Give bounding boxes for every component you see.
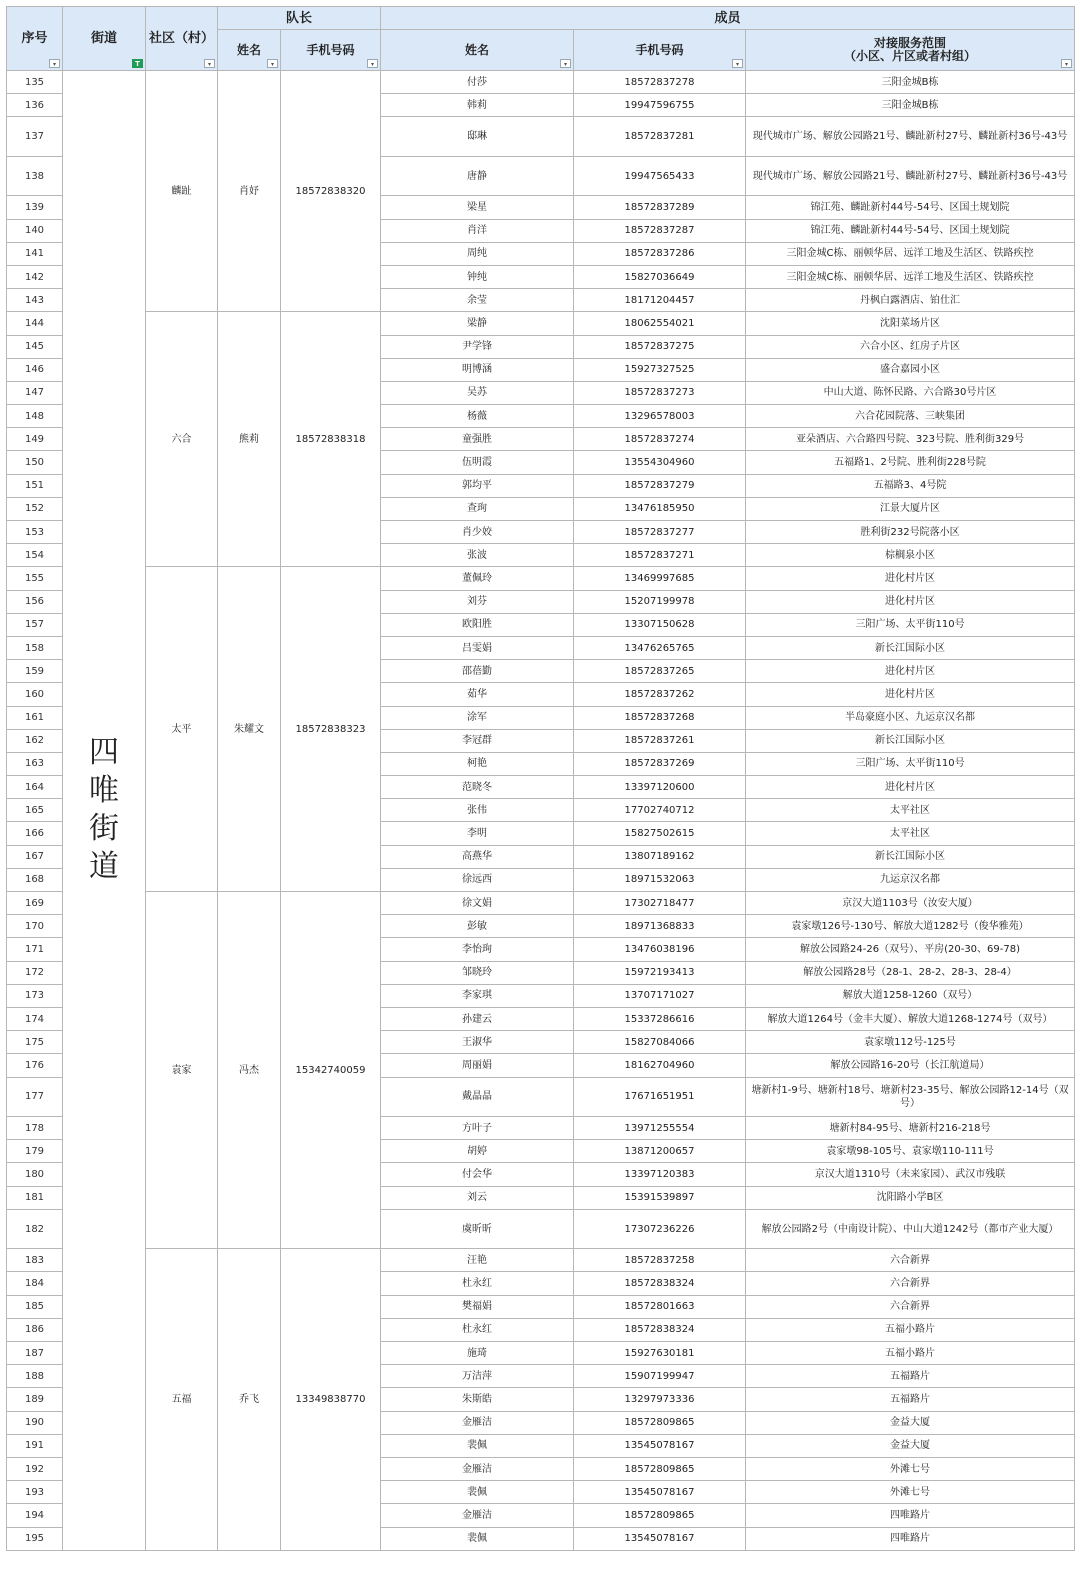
member-scope-cell[interactable]: 袁家墩112号-125号: [746, 1031, 1075, 1054]
member-name-cell[interactable]: 孙建云: [381, 1007, 574, 1030]
member-phone-cell[interactable]: 17302718477: [574, 892, 746, 915]
member-name-cell[interactable]: 虞昕昕: [381, 1209, 574, 1249]
leader-phone-cell[interactable]: 18572838323: [281, 567, 381, 892]
member-phone-cell[interactable]: 13476185950: [574, 497, 746, 520]
seq-cell[interactable]: 189: [7, 1388, 63, 1411]
member-name-cell[interactable]: 郭均平: [381, 474, 574, 497]
member-name-cell[interactable]: 邹晓玲: [381, 961, 574, 984]
member-name-cell[interactable]: 徐文娟: [381, 892, 574, 915]
seq-cell[interactable]: 163: [7, 752, 63, 775]
member-scope-cell[interactable]: 塘新村1-9号、塘新村18号、塘新村23-35号、解放公园路12-14号（双号）: [746, 1077, 1075, 1117]
member-name-cell[interactable]: 王淑华: [381, 1031, 574, 1054]
seq-cell[interactable]: 161: [7, 706, 63, 729]
seq-cell[interactable]: 166: [7, 822, 63, 845]
seq-cell[interactable]: 175: [7, 1031, 63, 1054]
member-scope-cell[interactable]: 进化村片区: [746, 683, 1075, 706]
member-name-cell[interactable]: 方叶子: [381, 1117, 574, 1140]
seq-cell[interactable]: 150: [7, 451, 63, 474]
member-scope-cell[interactable]: 五福小路片: [746, 1342, 1075, 1365]
member-scope-cell[interactable]: 三阳广场、太平街110号: [746, 752, 1075, 775]
member-phone-cell[interactable]: 13476038196: [574, 938, 746, 961]
filter-dropdown-icon[interactable]: ▾: [732, 59, 743, 68]
seq-cell[interactable]: 186: [7, 1318, 63, 1341]
member-scope-cell[interactable]: 进化村片区: [746, 567, 1075, 590]
col-header-member-scope-line2: （小区、片区或者村组）: [844, 49, 977, 63]
member-phone-cell[interactable]: 13545078167: [574, 1481, 746, 1504]
member-name-cell[interactable]: 彭敏: [381, 915, 574, 938]
member-scope-cell[interactable]: 五福路片: [746, 1388, 1075, 1411]
member-phone-cell[interactable]: 18572837279: [574, 474, 746, 497]
seq-cell[interactable]: 165: [7, 799, 63, 822]
member-scope-cell[interactable]: 三阳金城C栋、丽顿华居、远洋工地及生活区、铁路疾控: [746, 265, 1075, 288]
member-scope-cell[interactable]: 五福路片: [746, 1365, 1075, 1388]
member-scope-cell[interactable]: 棕榈泉小区: [746, 544, 1075, 567]
seq-cell[interactable]: 176: [7, 1054, 63, 1077]
col-header-community-label: 社区（村）: [148, 31, 214, 46]
member-phone-cell[interactable]: 13545078167: [574, 1527, 746, 1550]
member-phone-cell[interactable]: 15927327525: [574, 358, 746, 381]
seq-cell[interactable]: 195: [7, 1527, 63, 1550]
member-name-cell[interactable]: 伍明霞: [381, 451, 574, 474]
member-phone-cell[interactable]: 18971532063: [574, 868, 746, 891]
member-name-cell[interactable]: 万洁萍: [381, 1365, 574, 1388]
col-header-leader-phone[interactable]: [281, 30, 381, 71]
member-name-cell[interactable]: 李怡珣: [381, 938, 574, 961]
member-name-cell[interactable]: 周丽娟: [381, 1054, 574, 1077]
col-header-street-label: 街道: [90, 31, 117, 46]
member-phone-cell[interactable]: 13307150628: [574, 613, 746, 636]
filter-dropdown-icon[interactable]: ▾: [367, 59, 378, 68]
member-scope-cell[interactable]: 四唯路片: [746, 1504, 1075, 1527]
seq-cell[interactable]: 156: [7, 590, 63, 613]
member-phone-cell[interactable]: 18572837261: [574, 729, 746, 752]
member-scope-cell[interactable]: 进化村片区: [746, 590, 1075, 613]
member-phone-cell[interactable]: 13871200657: [574, 1140, 746, 1163]
col-header-member-scope-line1: 对接服务范围: [874, 36, 947, 50]
member-phone-cell[interactable]: 13545078167: [574, 1434, 746, 1457]
street-cell[interactable]: [63, 71, 146, 1551]
member-scope-cell[interactable]: 袁家墩126号-130号、解放大道1282号（俊华雅苑）: [746, 915, 1075, 938]
seq-cell[interactable]: 192: [7, 1457, 63, 1480]
member-name-cell[interactable]: 裴佩: [381, 1481, 574, 1504]
seq-cell[interactable]: 146: [7, 358, 63, 381]
col-header-member-name[interactable]: [381, 30, 574, 71]
member-scope-cell[interactable]: 五福路3、4号院: [746, 474, 1075, 497]
seq-cell[interactable]: 157: [7, 613, 63, 636]
seq-cell[interactable]: 139: [7, 196, 63, 219]
member-scope-cell[interactable]: 进化村片区: [746, 660, 1075, 683]
personnel-table: [6, 6, 1075, 1551]
seq-cell[interactable]: 164: [7, 776, 63, 799]
seq-cell[interactable]: 170: [7, 915, 63, 938]
member-scope-cell[interactable]: 京汉大道1103号（汝安大厦）: [746, 892, 1075, 915]
member-name-cell[interactable]: 吕雯娟: [381, 636, 574, 659]
member-name-cell[interactable]: 胡婷: [381, 1140, 574, 1163]
member-name-cell[interactable]: 童强胜: [381, 428, 574, 451]
filter-dropdown-icon[interactable]: ▾: [267, 59, 278, 68]
seq-cell[interactable]: 167: [7, 845, 63, 868]
member-phone-cell[interactable]: 18572837275: [574, 335, 746, 358]
member-phone-cell[interactable]: 18572837289: [574, 196, 746, 219]
member-name-cell[interactable]: 茹华: [381, 683, 574, 706]
member-phone-cell[interactable]: 18062554021: [574, 312, 746, 335]
member-phone-cell[interactable]: 19947565433: [574, 156, 746, 196]
member-name-cell[interactable]: 吴苏: [381, 381, 574, 404]
member-phone-cell[interactable]: 18572809865: [574, 1457, 746, 1480]
member-scope-cell[interactable]: 新长江国际小区: [746, 729, 1075, 752]
seq-cell[interactable]: 153: [7, 521, 63, 544]
member-scope-cell[interactable]: 江景大厦片区: [746, 497, 1075, 520]
col-header-member-name-label: 姓名: [465, 42, 490, 57]
active-filter-icon[interactable]: T: [132, 59, 143, 68]
member-phone-cell[interactable]: 18572837287: [574, 219, 746, 242]
seq-cell[interactable]: 185: [7, 1295, 63, 1318]
member-phone-cell[interactable]: 18162704960: [574, 1054, 746, 1077]
member-scope-cell[interactable]: 锦江苑、麟趾新村44号-54号、区国土规划院: [746, 219, 1075, 242]
member-scope-cell[interactable]: 沈阳菜场片区: [746, 312, 1075, 335]
seq-cell[interactable]: 180: [7, 1163, 63, 1186]
community-cell[interactable]: 五福: [146, 1249, 218, 1550]
seq-cell[interactable]: 172: [7, 961, 63, 984]
member-scope-cell[interactable]: 沈阳路小学B区: [746, 1186, 1075, 1209]
member-name-cell[interactable]: 张伟: [381, 799, 574, 822]
seq-cell[interactable]: 177: [7, 1077, 63, 1117]
leader-name-cell[interactable]: 朱耀文: [218, 567, 281, 892]
member-scope-cell[interactable]: 六合小区、红房子片区: [746, 335, 1075, 358]
member-scope-cell[interactable]: 新长江国际小区: [746, 845, 1075, 868]
seq-cell[interactable]: 190: [7, 1411, 63, 1434]
member-name-cell[interactable]: 余莹: [381, 289, 574, 312]
member-name-cell[interactable]: 刘芬: [381, 590, 574, 613]
member-scope-cell[interactable]: 现代城市广场、解放公园路21号、麟趾新村27号、麟趾新村36号-43号: [746, 156, 1075, 196]
member-name-cell[interactable]: 杜永红: [381, 1272, 574, 1295]
table-body: [7, 71, 1075, 1551]
filter-dropdown-icon[interactable]: ▾: [1061, 59, 1072, 68]
member-name-cell[interactable]: 明博涵: [381, 358, 574, 381]
group-header-member: 成员: [381, 7, 1075, 30]
member-phone-cell[interactable]: 18572838324: [574, 1272, 746, 1295]
filter-dropdown-icon[interactable]: ▾: [204, 59, 215, 68]
table-row: [7, 1249, 1075, 1272]
seq-cell[interactable]: 154: [7, 544, 63, 567]
member-scope-cell[interactable]: 五福小路片: [746, 1318, 1075, 1341]
member-scope-cell[interactable]: 新长江国际小区: [746, 636, 1075, 659]
member-phone-cell[interactable]: 15827084066: [574, 1031, 746, 1054]
member-scope-cell[interactable]: 胜利街232号院落小区: [746, 521, 1075, 544]
leader-phone-cell[interactable]: 15342740059: [281, 892, 381, 1249]
member-name-cell[interactable]: 梁星: [381, 196, 574, 219]
community-cell[interactable]: 麟趾: [146, 71, 218, 312]
col-header-seq[interactable]: [7, 7, 63, 71]
member-phone-cell[interactable]: 17307236226: [574, 1209, 746, 1249]
filter-dropdown-icon[interactable]: ▾: [560, 59, 571, 68]
table-row: [7, 567, 1075, 590]
member-name-cell[interactable]: 查珣: [381, 497, 574, 520]
member-scope-cell[interactable]: 四唯路片: [746, 1527, 1075, 1550]
member-phone-cell[interactable]: 13297973336: [574, 1388, 746, 1411]
member-phone-cell[interactable]: 18572837273: [574, 381, 746, 404]
member-phone-cell[interactable]: 13971255554: [574, 1117, 746, 1140]
member-name-cell[interactable]: 刘云: [381, 1186, 574, 1209]
member-name-cell[interactable]: 徐远西: [381, 868, 574, 891]
seq-cell[interactable]: 162: [7, 729, 63, 752]
seq-cell[interactable]: 169: [7, 892, 63, 915]
member-name-cell[interactable]: 杨薇: [381, 405, 574, 428]
seq-cell[interactable]: 158: [7, 636, 63, 659]
community-cell[interactable]: 袁家: [146, 892, 218, 1249]
seq-cell[interactable]: 151: [7, 474, 63, 497]
member-phone-cell[interactable]: 13296578003: [574, 405, 746, 428]
member-phone-cell[interactable]: 15207199978: [574, 590, 746, 613]
seq-cell[interactable]: 142: [7, 265, 63, 288]
filter-dropdown-icon[interactable]: ▾: [49, 59, 60, 68]
col-header-leader-name[interactable]: [218, 30, 281, 71]
leader-phone-cell[interactable]: 18572838318: [281, 312, 381, 567]
member-scope-cell[interactable]: 解放公园路2号（中南设计院）、中山大道1242号（都市产业大厦）: [746, 1209, 1075, 1249]
member-phone-cell[interactable]: 18572837269: [574, 752, 746, 775]
member-scope-cell[interactable]: 进化村片区: [746, 776, 1075, 799]
member-phone-cell[interactable]: 18572837286: [574, 242, 746, 265]
member-name-cell[interactable]: 范晓冬: [381, 776, 574, 799]
member-phone-cell[interactable]: 13707171027: [574, 984, 746, 1007]
member-scope-cell[interactable]: 塘新村84-95号、塘新村216-218号: [746, 1117, 1075, 1140]
member-scope-cell[interactable]: 现代城市广场、解放公园路21号、麟趾新村27号、麟趾新村36号-43号: [746, 117, 1075, 157]
member-name-cell[interactable]: 金雁洁: [381, 1411, 574, 1434]
member-phone-cell[interactable]: 18572801663: [574, 1295, 746, 1318]
group-header-leader: 队长: [218, 7, 381, 30]
col-header-leader-phone-label: 手机号码: [306, 42, 355, 57]
member-name-cell[interactable]: 李冠群: [381, 729, 574, 752]
member-phone-cell[interactable]: 19947596755: [574, 94, 746, 117]
seq-cell[interactable]: 138: [7, 156, 63, 196]
member-phone-cell[interactable]: 15907199947: [574, 1365, 746, 1388]
seq-cell[interactable]: 174: [7, 1007, 63, 1030]
member-scope-cell[interactable]: 六合新界: [746, 1272, 1075, 1295]
member-phone-cell[interactable]: 17671651951: [574, 1077, 746, 1117]
member-scope-cell[interactable]: 金益大厦: [746, 1411, 1075, 1434]
col-header-street[interactable]: [63, 7, 146, 71]
member-name-cell[interactable]: 裴佩: [381, 1434, 574, 1457]
member-phone-cell[interactable]: 18572809865: [574, 1504, 746, 1527]
member-phone-cell[interactable]: 13397120600: [574, 776, 746, 799]
member-phone-cell[interactable]: 15391539897: [574, 1186, 746, 1209]
member-scope-cell[interactable]: 解放公园路16-20号（长江航道局）: [746, 1054, 1075, 1077]
seq-cell[interactable]: 136: [7, 94, 63, 117]
member-name-cell[interactable]: 肖少姣: [381, 521, 574, 544]
seq-cell[interactable]: 193: [7, 1481, 63, 1504]
member-scope-cell[interactable]: 亚朵酒店、六合路四号院、323号院、胜利街329号: [746, 428, 1075, 451]
seq-cell[interactable]: 137: [7, 117, 63, 157]
member-scope-cell[interactable]: 解放大道1258-1260（双号）: [746, 984, 1075, 1007]
member-scope-cell[interactable]: 九运京汉名都: [746, 868, 1075, 891]
seq-cell[interactable]: 144: [7, 312, 63, 335]
member-phone-cell[interactable]: 18572837262: [574, 683, 746, 706]
seq-cell[interactable]: 155: [7, 567, 63, 590]
member-phone-cell[interactable]: 15827502615: [574, 822, 746, 845]
leader-phone-cell[interactable]: 18572838320: [281, 71, 381, 312]
member-phone-cell[interactable]: 18572837277: [574, 521, 746, 544]
col-header-leader-name-label: 姓名: [236, 42, 261, 57]
seq-cell[interactable]: 159: [7, 660, 63, 683]
col-header-seq-label: 序号: [21, 31, 48, 46]
seq-cell[interactable]: 168: [7, 868, 63, 891]
member-name-cell[interactable]: 裴佩: [381, 1527, 574, 1550]
member-name-cell[interactable]: 高燕华: [381, 845, 574, 868]
street-name-char: 四: [89, 735, 119, 771]
member-phone-cell[interactable]: 18572837265: [574, 660, 746, 683]
member-name-cell[interactable]: 杜永红: [381, 1318, 574, 1341]
member-phone-cell[interactable]: 18572837271: [574, 544, 746, 567]
member-scope-cell[interactable]: 三阳金城B栋: [746, 94, 1075, 117]
member-phone-cell[interactable]: 18971368833: [574, 915, 746, 938]
seq-cell[interactable]: 152: [7, 497, 63, 520]
member-phone-cell[interactable]: 18572837278: [574, 71, 746, 94]
member-phone-cell[interactable]: 18572837274: [574, 428, 746, 451]
member-scope-cell[interactable]: 太平社区: [746, 799, 1075, 822]
member-name-cell[interactable]: 董佩玲: [381, 567, 574, 590]
member-phone-cell[interactable]: 15927630181: [574, 1342, 746, 1365]
member-name-cell[interactable]: 肖洋: [381, 219, 574, 242]
member-scope-cell[interactable]: 解放大道1264号（金丰大厦）、解放大道1268-1274号（双号）: [746, 1007, 1075, 1030]
community-cell[interactable]: 六合: [146, 312, 218, 567]
member-name-cell[interactable]: 付会华: [381, 1163, 574, 1186]
seq-cell[interactable]: 135: [7, 71, 63, 94]
member-name-cell[interactable]: 金雁洁: [381, 1457, 574, 1480]
col-header-community[interactable]: [146, 7, 218, 71]
seq-cell[interactable]: 179: [7, 1140, 63, 1163]
member-name-cell[interactable]: 梁静: [381, 312, 574, 335]
member-scope-cell[interactable]: 外滩七号: [746, 1457, 1075, 1480]
member-phone-cell[interactable]: 15337286616: [574, 1007, 746, 1030]
street-name-char: 街: [89, 811, 119, 847]
seq-cell[interactable]: 160: [7, 683, 63, 706]
leader-name-cell[interactable]: 熊莉: [218, 312, 281, 567]
member-name-cell[interactable]: 欧阳胜: [381, 613, 574, 636]
member-phone-cell[interactable]: 13469997685: [574, 567, 746, 590]
member-phone-cell[interactable]: 18572837268: [574, 706, 746, 729]
member-phone-cell[interactable]: 13397120383: [574, 1163, 746, 1186]
member-scope-cell[interactable]: 中山大道、陈怀民路、六合路30号片区: [746, 381, 1075, 404]
member-scope-cell[interactable]: 外滩七号: [746, 1481, 1075, 1504]
member-name-cell[interactable]: 柯艳: [381, 752, 574, 775]
member-phone-cell[interactable]: 18171204457: [574, 289, 746, 312]
member-scope-cell[interactable]: 太平社区: [746, 822, 1075, 845]
member-name-cell[interactable]: 邸琳: [381, 117, 574, 157]
member-scope-cell[interactable]: 六合花园院落、三峡集团: [746, 405, 1075, 428]
member-phone-cell[interactable]: 13554304960: [574, 451, 746, 474]
seq-cell[interactable]: 188: [7, 1365, 63, 1388]
member-scope-cell[interactable]: 三阳金城C栋、丽顿华居、远洋工地及生活区、铁路疾控: [746, 242, 1075, 265]
member-scope-cell[interactable]: 三阳广场、太平街110号: [746, 613, 1075, 636]
member-scope-cell[interactable]: 六合新界: [746, 1249, 1075, 1272]
member-phone-cell[interactable]: 15827036649: [574, 265, 746, 288]
member-name-cell[interactable]: 汪艳: [381, 1249, 574, 1272]
table-row: [7, 312, 1075, 335]
seq-cell[interactable]: 149: [7, 428, 63, 451]
seq-cell[interactable]: 173: [7, 984, 63, 1007]
member-scope-cell[interactable]: 盛合嘉园小区: [746, 358, 1075, 381]
member-name-cell[interactable]: 唐静: [381, 156, 574, 196]
member-scope-cell[interactable]: 三阳金城B栋: [746, 71, 1075, 94]
member-name-cell[interactable]: 邵蓓勤: [381, 660, 574, 683]
seq-cell[interactable]: 140: [7, 219, 63, 242]
member-phone-cell[interactable]: 18572838324: [574, 1318, 746, 1341]
seq-cell[interactable]: 145: [7, 335, 63, 358]
member-scope-cell[interactable]: 金益大厦: [746, 1434, 1075, 1457]
member-scope-cell[interactable]: 解放公园路24-26（双号）、平房(20-30、69-78): [746, 938, 1075, 961]
leader-name-cell[interactable]: 肖妤: [218, 71, 281, 312]
seq-cell[interactable]: 178: [7, 1117, 63, 1140]
leader-name-cell[interactable]: 乔飞: [218, 1249, 281, 1550]
member-phone-cell[interactable]: 18572809865: [574, 1411, 746, 1434]
member-scope-cell[interactable]: 六合新界: [746, 1295, 1075, 1318]
seq-cell[interactable]: 191: [7, 1434, 63, 1457]
member-scope-cell[interactable]: 京汉大道1310号（未来家园）、武汉市残联: [746, 1163, 1075, 1186]
col-header-member-phone[interactable]: [574, 30, 746, 71]
member-name-cell[interactable]: 李明: [381, 822, 574, 845]
seq-cell[interactable]: 184: [7, 1272, 63, 1295]
seq-cell[interactable]: 194: [7, 1504, 63, 1527]
street-name-char: 唯: [89, 773, 119, 809]
seq-cell[interactable]: 148: [7, 405, 63, 428]
col-header-member-phone-label: 手机号码: [635, 42, 684, 57]
member-name-cell[interactable]: 金雁洁: [381, 1504, 574, 1527]
member-scope-cell[interactable]: 五福路1、2号院、胜利街228号院: [746, 451, 1075, 474]
leader-name-cell[interactable]: 冯杰: [218, 892, 281, 1249]
member-phone-cell[interactable]: 15972193413: [574, 961, 746, 984]
member-phone-cell[interactable]: 17702740712: [574, 799, 746, 822]
table-row: [7, 71, 1075, 94]
member-name-cell[interactable]: 尹学锋: [381, 335, 574, 358]
seq-cell[interactable]: 143: [7, 289, 63, 312]
member-phone-cell[interactable]: 18572837281: [574, 117, 746, 157]
member-name-cell[interactable]: 付莎: [381, 71, 574, 94]
member-scope-cell[interactable]: 解放公园路28号（28-1、28-2、28-3、28-4）: [746, 961, 1075, 984]
table-row: [7, 892, 1075, 915]
member-phone-cell[interactable]: 13807189162: [574, 845, 746, 868]
member-name-cell[interactable]: 涂军: [381, 706, 574, 729]
member-name-cell[interactable]: 樊福娟: [381, 1295, 574, 1318]
seq-cell[interactable]: 171: [7, 938, 63, 961]
street-name-char: 道: [89, 849, 119, 885]
member-name-cell[interactable]: 施琦: [381, 1342, 574, 1365]
col-header-member-scope[interactable]: [746, 30, 1075, 71]
leader-phone-cell[interactable]: 13349838770: [281, 1249, 381, 1550]
seq-cell[interactable]: 141: [7, 242, 63, 265]
member-name-cell[interactable]: 张波: [381, 544, 574, 567]
member-name-cell[interactable]: 周纯: [381, 242, 574, 265]
member-scope-cell[interactable]: 袁家墩98-105号、袁家墩110-111号: [746, 1140, 1075, 1163]
seq-cell[interactable]: 183: [7, 1249, 63, 1272]
member-phone-cell[interactable]: 13476265765: [574, 636, 746, 659]
member-scope-cell[interactable]: 锦江苑、麟趾新村44号-54号、区国土规划院: [746, 196, 1075, 219]
seq-cell[interactable]: 182: [7, 1209, 63, 1249]
seq-cell[interactable]: 147: [7, 381, 63, 404]
header-row-1: [7, 7, 1075, 30]
member-name-cell[interactable]: 韩莉: [381, 94, 574, 117]
member-phone-cell[interactable]: 18572837258: [574, 1249, 746, 1272]
seq-cell[interactable]: 187: [7, 1342, 63, 1365]
member-scope-cell[interactable]: 丹枫白露酒店、铂仕汇: [746, 289, 1075, 312]
member-name-cell[interactable]: 朱斯皓: [381, 1388, 574, 1411]
member-name-cell[interactable]: 钟纯: [381, 265, 574, 288]
member-name-cell[interactable]: 戴晶晶: [381, 1077, 574, 1117]
member-name-cell[interactable]: 李家琪: [381, 984, 574, 1007]
community-cell[interactable]: 太平: [146, 567, 218, 892]
seq-cell[interactable]: 181: [7, 1186, 63, 1209]
member-scope-cell[interactable]: 半岛豪庭小区、九运京汉名都: [746, 706, 1075, 729]
